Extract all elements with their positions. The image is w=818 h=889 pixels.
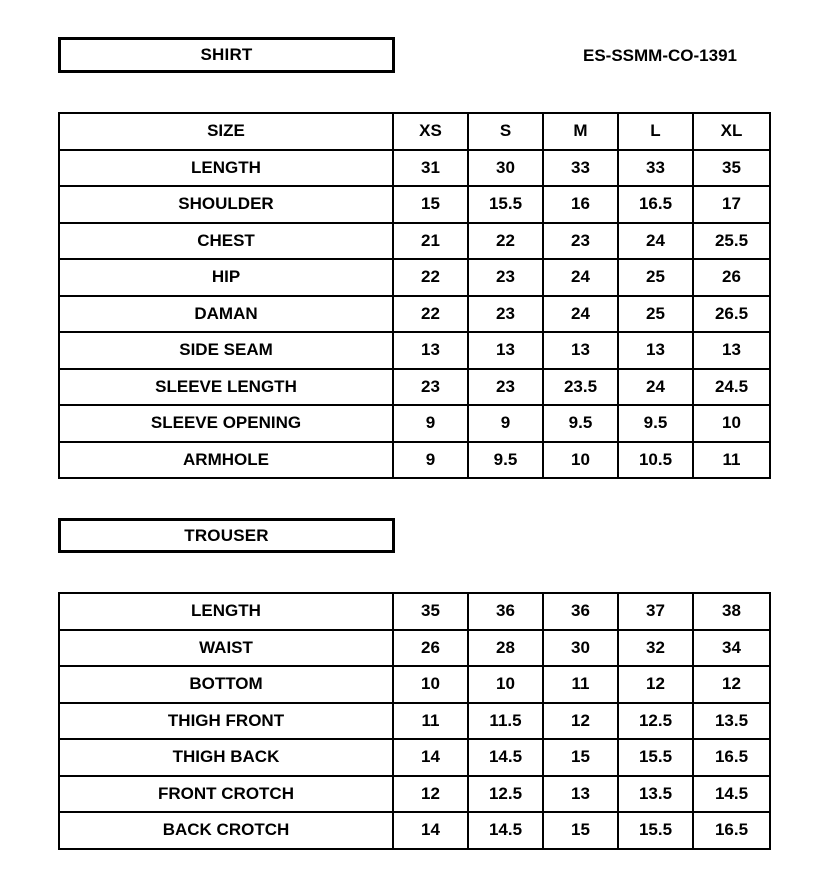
cell-s: 12.5 <box>468 776 543 813</box>
shirt-size-table <box>58 112 771 479</box>
trouser-size-table <box>58 592 771 850</box>
cell-xs: 9 <box>393 442 468 479</box>
row-label: WAIST <box>59 630 393 667</box>
cell-s: 23 <box>468 369 543 406</box>
cell-m: 15 <box>543 812 618 849</box>
cell-m: 23 <box>543 223 618 260</box>
cell-l: 13 <box>618 332 693 369</box>
cell-s: 13 <box>468 332 543 369</box>
table-row <box>59 666 770 703</box>
cell-m: 15 <box>543 739 618 776</box>
cell-m: 16 <box>543 186 618 223</box>
cell-xs: 14 <box>393 812 468 849</box>
table-row <box>59 223 770 260</box>
cell-s: 9.5 <box>468 442 543 479</box>
cell-xs: 22 <box>393 259 468 296</box>
table-row <box>59 812 770 849</box>
table-row <box>59 442 770 479</box>
cell-l: 12 <box>618 666 693 703</box>
cell-l: 33 <box>618 150 693 187</box>
cell-xl: 14.5 <box>693 776 770 813</box>
cell-xs: 26 <box>393 630 468 667</box>
cell-xl: 16.5 <box>693 812 770 849</box>
cell-s: 23 <box>468 259 543 296</box>
table-row <box>59 593 770 630</box>
product-code: ES-SSMM-CO-1391 <box>583 46 737 65</box>
column-header-xl: XL <box>693 113 770 150</box>
column-header-s: S <box>468 113 543 150</box>
cell-xl: 12 <box>693 666 770 703</box>
cell-xs: 14 <box>393 739 468 776</box>
cell-s: 15.5 <box>468 186 543 223</box>
row-label: CHEST <box>59 223 393 260</box>
cell-m: 9.5 <box>543 405 618 442</box>
row-label: HIP <box>59 259 393 296</box>
row-label: DAMAN <box>59 296 393 333</box>
cell-m: 33 <box>543 150 618 187</box>
shirt-title: SHIRT <box>200 45 253 64</box>
cell-xs: 21 <box>393 223 468 260</box>
cell-xs: 13 <box>393 332 468 369</box>
column-header-l: L <box>618 113 693 150</box>
column-header-m: M <box>543 113 618 150</box>
trouser-title: TROUSER <box>184 525 269 545</box>
cell-s: 28 <box>468 630 543 667</box>
cell-m: 10 <box>543 442 618 479</box>
cell-s: 30 <box>468 150 543 187</box>
cell-xs: 15 <box>393 186 468 223</box>
table-row <box>59 405 770 442</box>
cell-l: 25 <box>618 259 693 296</box>
cell-s: 23 <box>468 296 543 333</box>
table-row <box>59 369 770 406</box>
row-label: SLEEVE OPENING <box>59 405 393 442</box>
column-header-xs: XS <box>393 113 468 150</box>
table-header-row <box>59 113 770 150</box>
cell-xl: 16.5 <box>693 739 770 776</box>
row-label: LENGTH <box>59 593 393 630</box>
cell-xl: 24.5 <box>693 369 770 406</box>
row-label: THIGH BACK <box>59 739 393 776</box>
row-label: SLEEVE LENGTH <box>59 369 393 406</box>
cell-m: 13 <box>543 776 618 813</box>
cell-xs: 22 <box>393 296 468 333</box>
table-row <box>59 776 770 813</box>
cell-xs: 9 <box>393 405 468 442</box>
cell-xl: 38 <box>693 593 770 630</box>
cell-m: 30 <box>543 630 618 667</box>
cell-xl: 34 <box>693 630 770 667</box>
cell-xl: 26 <box>693 259 770 296</box>
table-row <box>59 332 770 369</box>
cell-l: 13.5 <box>618 776 693 813</box>
cell-m: 11 <box>543 666 618 703</box>
cell-m: 24 <box>543 296 618 333</box>
cell-s: 36 <box>468 593 543 630</box>
cell-m: 24 <box>543 259 618 296</box>
row-label: ARMHOLE <box>59 442 393 479</box>
cell-xl: 13.5 <box>693 703 770 740</box>
cell-l: 10.5 <box>618 442 693 479</box>
row-label: BOTTOM <box>59 666 393 703</box>
cell-xl: 11 <box>693 442 770 479</box>
cell-xs: 12 <box>393 776 468 813</box>
row-label: THIGH FRONT <box>59 703 393 740</box>
cell-xl: 26.5 <box>693 296 770 333</box>
row-label: SHOULDER <box>59 186 393 223</box>
cell-m: 23.5 <box>543 369 618 406</box>
trouser-title-box <box>58 518 395 553</box>
cell-xl: 10 <box>693 405 770 442</box>
row-label: FRONT CROTCH <box>59 776 393 813</box>
shirt-title-box <box>58 37 395 73</box>
table-row <box>59 186 770 223</box>
cell-xs: 10 <box>393 666 468 703</box>
cell-l: 25 <box>618 296 693 333</box>
cell-l: 9.5 <box>618 405 693 442</box>
cell-s: 14.5 <box>468 739 543 776</box>
cell-xl: 25.5 <box>693 223 770 260</box>
cell-xl: 17 <box>693 186 770 223</box>
cell-s: 11.5 <box>468 703 543 740</box>
cell-xl: 35 <box>693 150 770 187</box>
cell-l: 15.5 <box>618 739 693 776</box>
cell-l: 15.5 <box>618 812 693 849</box>
cell-xs: 11 <box>393 703 468 740</box>
cell-xl: 13 <box>693 332 770 369</box>
cell-l: 24 <box>618 223 693 260</box>
cell-xs: 31 <box>393 150 468 187</box>
cell-s: 9 <box>468 405 543 442</box>
cell-l: 24 <box>618 369 693 406</box>
cell-l: 32 <box>618 630 693 667</box>
column-header-size: SIZE <box>59 113 393 150</box>
cell-l: 12.5 <box>618 703 693 740</box>
cell-xs: 23 <box>393 369 468 406</box>
cell-m: 12 <box>543 703 618 740</box>
cell-l: 37 <box>618 593 693 630</box>
cell-xs: 35 <box>393 593 468 630</box>
cell-s: 10 <box>468 666 543 703</box>
row-label: SIDE SEAM <box>59 332 393 369</box>
cell-s: 14.5 <box>468 812 543 849</box>
row-label: BACK CROTCH <box>59 812 393 849</box>
cell-m: 13 <box>543 332 618 369</box>
cell-l: 16.5 <box>618 186 693 223</box>
table-row <box>59 296 770 333</box>
row-label: LENGTH <box>59 150 393 187</box>
table-row <box>59 150 770 187</box>
cell-s: 22 <box>468 223 543 260</box>
cell-m: 36 <box>543 593 618 630</box>
table-row <box>59 703 770 740</box>
table-row <box>59 739 770 776</box>
table-row <box>59 630 770 667</box>
table-row <box>59 259 770 296</box>
